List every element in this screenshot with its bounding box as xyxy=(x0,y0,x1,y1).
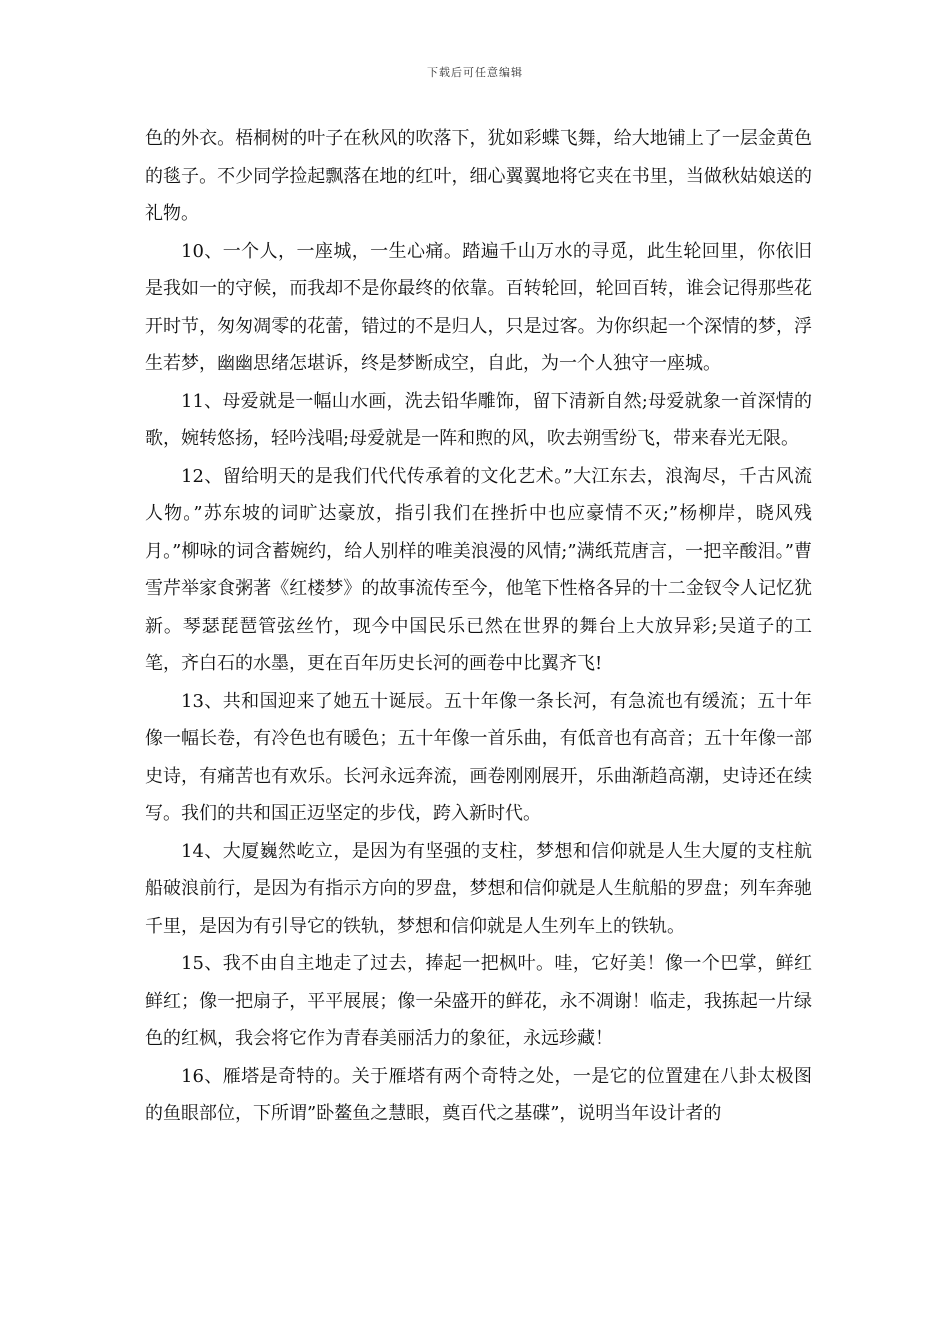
page-header: 下载后可任意编辑 xyxy=(427,66,523,79)
document-body xyxy=(145,120,812,1133)
paragraph-16: 16、雁塔是奇特的。关于雁塔有两个奇特之处，一是它的位置建在八卦太极图的鱼眼部位，下所谓”卧鳌鱼之慧眼，奠百代之基碟”，说明当年设计者的 xyxy=(145,1065,812,1124)
paragraph-14: 14、大厦巍然屹立，是因为有坚强的支柱，梦想和信仰就是人生大厦的支柱航船破浪前行，是因为有指示方向的罗盘，梦想和信仰就是人生航船的罗盘；列车奔驰千里，是因为有引导它的铁轨，梦想和信仰就是人生列车上的铁轨。 xyxy=(145,840,812,937)
paragraph-11: 11、母爱就是一幅山水画，洗去铅华雕饰，留下清新自然;母爱就象一首深情的歌，婉转悠扬，轻吟浅唱;母爱就是一阵和煦的风，吹去朔雪纷飞，带来春光无限。 xyxy=(145,390,812,449)
paragraph-10: 10、一个人，一座城，一生心痛。踏遍千山万水的寻觅，此生轮回里，你依旧是我如一的守候，而我却不是你最终的依靠。百转轮回，轮回百转，谁会记得那些花开时节，匆匆凋零的花蕾，错过的不是归人，只是过客。为你织起一个深情的梦，浮生若梦，幽幽思绪怎堪诉，终是梦断成空，自此，为一个人独守一座城。 xyxy=(145,240,812,374)
paragraph-13: 13、共和国迎来了她五十诞辰。五十年像一条长河，有急流也有缓流；五十年像一幅长卷，有冷色也有暖色；五十年像一首乐曲，有低音也有高音；五十年像一部史诗，有痛苦也有欢乐。长河永远奔流，画卷刚刚展开，乐曲渐趋高潮，史诗还在续写。我们的共和国正迈坚定的步伐，跨入新时代。 xyxy=(145,690,812,824)
paragraph-12: 12、留给明天的是我们代代传承着的文化艺术。”大江东去，浪淘尽，千古风流人物。”苏东坡的词旷达豪放，指引我们在挫折中也应豪情不灭;”杨柳岸，晓风残月。”柳咏的词含蓄婉约，给人别样的唯美浪漫的风情;”满纸荒唐言，一把辛酸泪。”曹雪芹举家食粥著《红楼梦》的故事流传至今，他笔下性格各异的十二金钗令人记忆犹新。琴瑟琵琶管弦丝竹，现今中国民乐已然在世界的舞台上大放异彩;吴道子的工笔，齐白石的水墨，更在百年历史长河的画卷中比翼齐飞! xyxy=(145,465,812,674)
paragraph-15: 15、我不由自主地走了过去，捧起一把枫叶。哇，它好美！像一个巴掌，鲜红鲜红；像一把扇子，平平展展；像一朵盛开的鲜花，永不凋谢！临走，我拣起一片绿色的红枫，我会将它作为青春美丽活力的象征，永远珍藏！ xyxy=(145,953,812,1049)
paragraph-continuation: 色的外衣。梧桐树的叶子在秋风的吹落下，犹如彩蝶飞舞，给大地铺上了一层金黄色的毯子。不少同学捡起飘落在地的红叶，细心翼翼地将它夹在书里，当做秋姑娘送的礼物。 xyxy=(145,128,812,224)
